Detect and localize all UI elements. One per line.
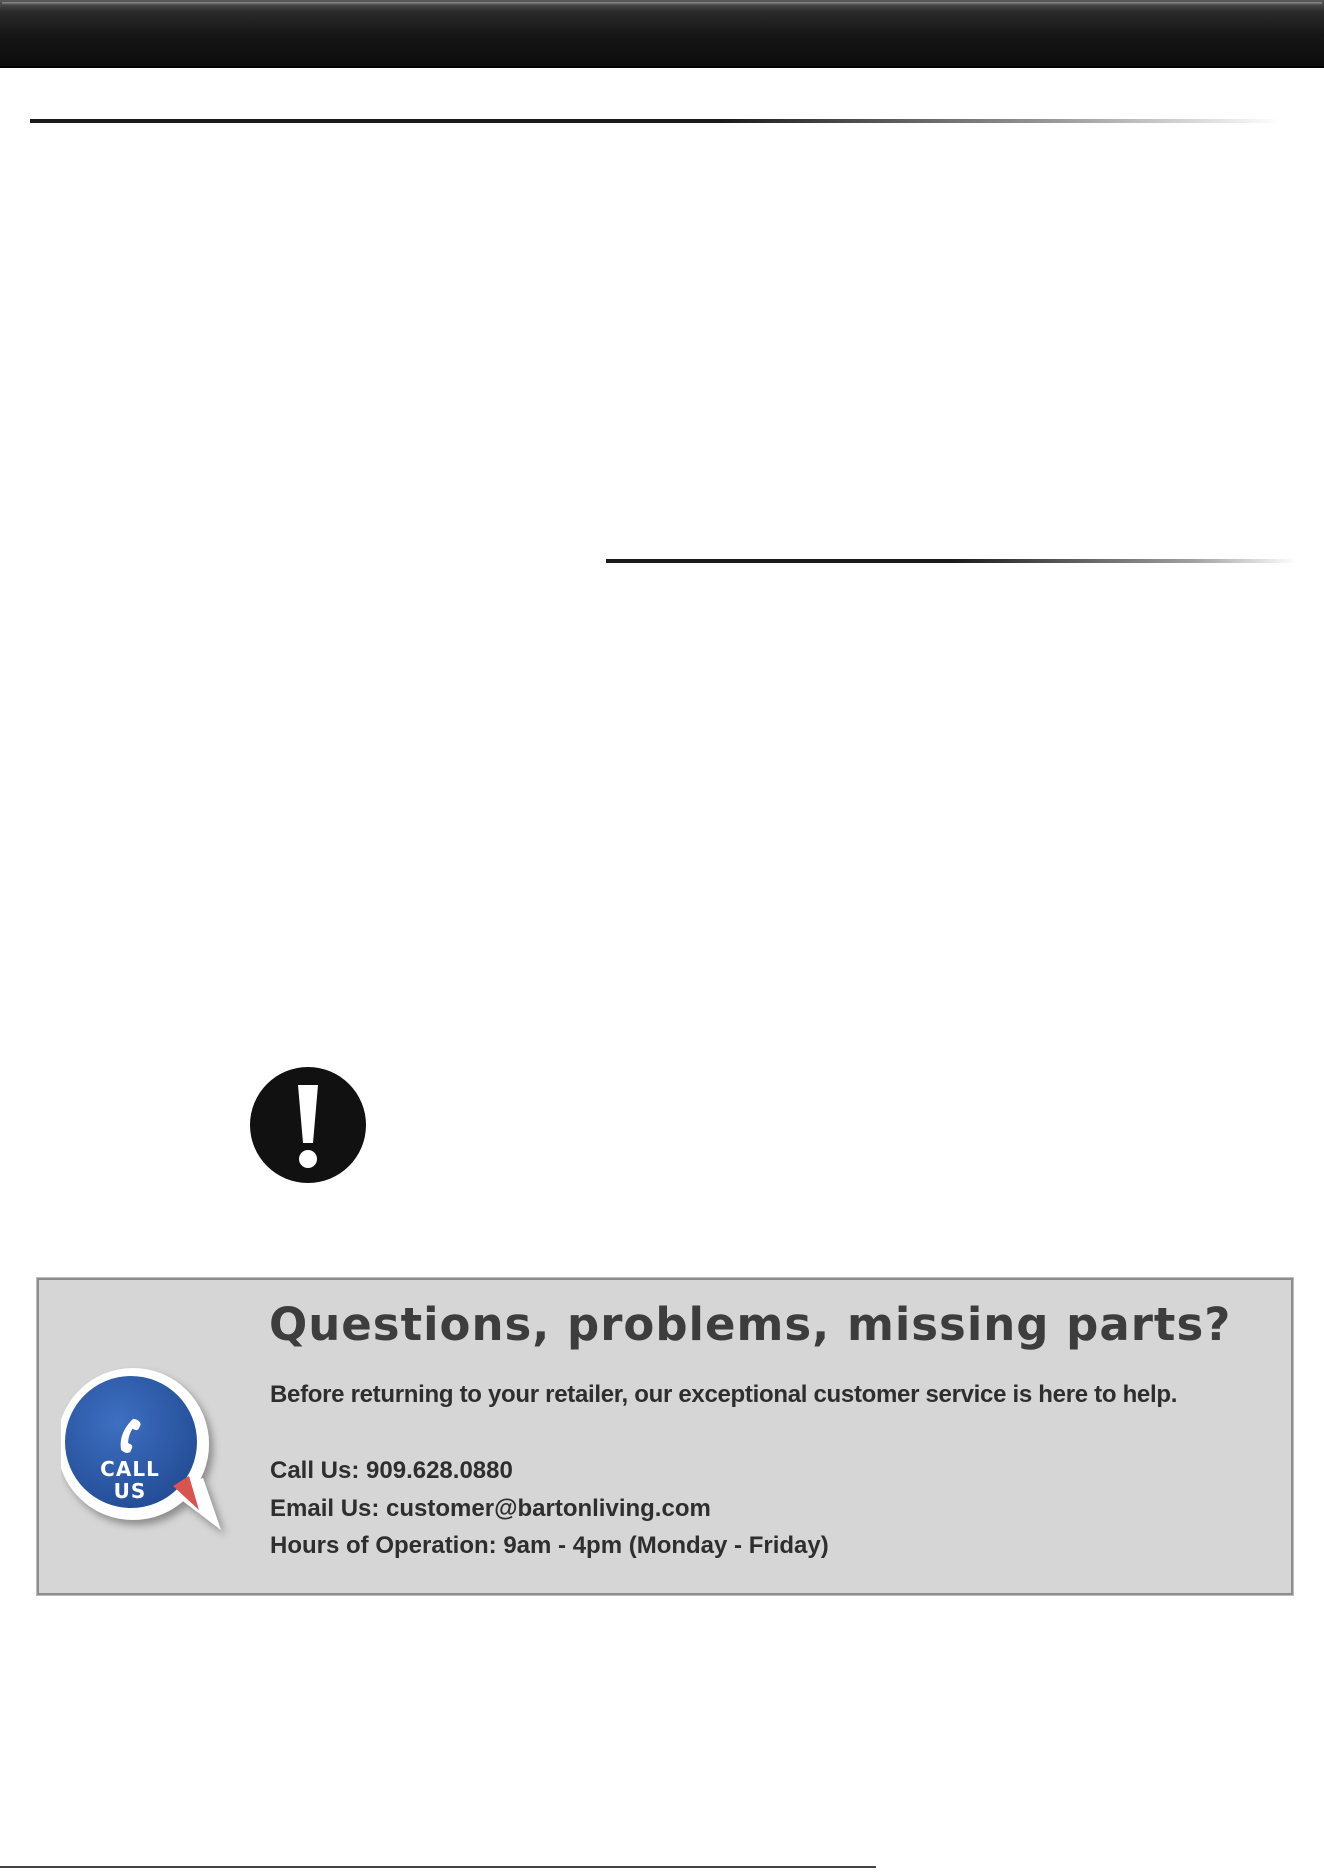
header-bar-highlight [2, 2, 1322, 5]
support-hours: Hours of Operation: 9am - 4pm (Monday - Friday) [270, 1532, 829, 1559]
footer-divider [0, 1866, 876, 1868]
section-divider-top [30, 119, 1282, 123]
customer-support-panel [36, 1277, 1294, 1596]
call-us-label-line1: CALL [100, 1457, 160, 1481]
header-bar [0, 0, 1324, 68]
call-us-badge [61, 1360, 261, 1550]
phone-icon [113, 1416, 153, 1456]
exclamation-circle-icon [250, 1067, 366, 1183]
support-intro-text: Before returning to your retailer, our exceptional customer service is here to help. [270, 1381, 1178, 1408]
speech-bubble-icon [61, 1360, 261, 1550]
support-phone: Call Us: 909.628.0880 [270, 1457, 513, 1484]
support-email: Email Us: customer@bartonliving.com [270, 1495, 711, 1522]
call-us-label-line2: US [113, 1479, 147, 1503]
support-heading: Questions, problems, missing parts? [269, 1298, 1232, 1351]
section-divider-middle [606, 559, 1296, 563]
